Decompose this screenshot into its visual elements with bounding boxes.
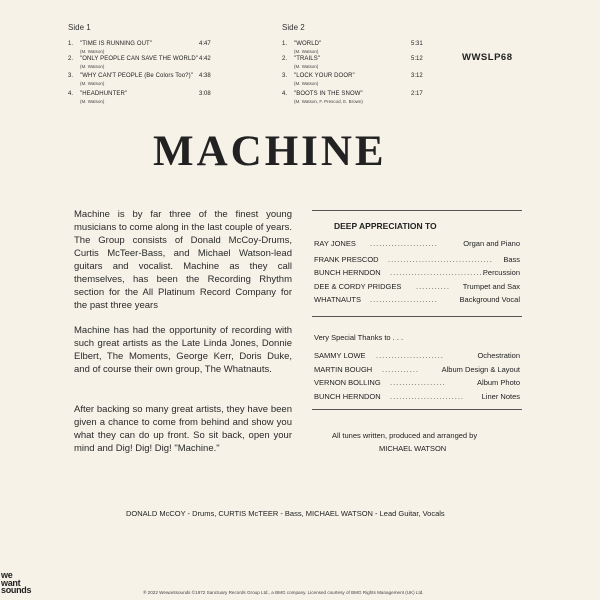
track-number: 1. bbox=[282, 41, 288, 47]
track-title: "TIME IS RUNNING OUT" bbox=[80, 41, 153, 47]
credit-role: Album Photo bbox=[477, 378, 520, 387]
credit-name: FRANK PRESCOD bbox=[314, 255, 379, 264]
credit-role: Background Vocal bbox=[459, 295, 520, 304]
track-title: "WHY CAN'T PEOPLE (Be Colors Too?)" bbox=[80, 73, 193, 79]
credit-dots: ................................ bbox=[390, 268, 489, 277]
thanks-row bbox=[314, 378, 520, 387]
track-number: 2. bbox=[282, 56, 288, 62]
track-title: "TRAILS" bbox=[294, 56, 321, 62]
logo-line: we bbox=[1, 570, 13, 580]
we-want-sounds-logo bbox=[1, 572, 39, 595]
divider-top bbox=[312, 210, 522, 211]
credit-dots: ........................ bbox=[390, 392, 465, 401]
credit-role: Organ and Piano bbox=[463, 239, 520, 248]
track-credit: (M. Watson, F. Prescod, E. Brown) bbox=[294, 99, 363, 104]
track-credit: (M. Watson) bbox=[294, 49, 319, 54]
track-duration: 3:08 bbox=[199, 91, 211, 97]
tunes-credit-line: All tunes written, produced and arranged by bbox=[332, 431, 478, 440]
credit-dots: .................. bbox=[390, 378, 446, 387]
track-number: 1. bbox=[68, 41, 74, 47]
catalog-number: WWSLP68 bbox=[462, 52, 513, 63]
track-title: "ONLY PEOPLE CAN SAVE THE WORLD" bbox=[80, 56, 199, 62]
track-number: 4. bbox=[282, 91, 288, 97]
appreciation-row bbox=[314, 255, 520, 264]
track-number: 3. bbox=[68, 73, 74, 79]
track-duration: 4:38 bbox=[199, 73, 211, 79]
credit-role: Ochestration bbox=[477, 351, 520, 360]
track-duration: 2:17 bbox=[411, 91, 423, 97]
credit-dots: .................................. bbox=[388, 255, 493, 264]
track-number: 3. bbox=[282, 73, 288, 79]
credit-name: BUNCH HERNDON bbox=[314, 268, 381, 277]
credit-name: WHATNAUTS bbox=[314, 295, 361, 304]
credit-dots: ...................... bbox=[376, 351, 444, 360]
copyright-notice: ® 2022 Wewantsounds ©1972 Sanctuary Records Group Ltd., a BMG company. Licensed courtesy of BMG Rights Management (UK) Ltd. bbox=[143, 590, 424, 595]
logo-line: want bbox=[1, 577, 21, 588]
credit-role: Trumpet and Sax bbox=[462, 282, 520, 291]
appreciation-heading: DEEP APPRECIATION TO bbox=[334, 221, 437, 231]
credit-name: RAY JONES bbox=[314, 239, 356, 248]
liner-notes-paragraph-1: Machine is by far three of the finest young musicians to come along in the last couple of years. The Group consists of Donald McCoy-Drums, Curtis McTeer-Bass, and Michael Watson-lead guitars and vocalist. Machine as they call themselves, has been the Recording Rhythm section for the All Platinum Record Company for the past three years bbox=[74, 209, 292, 311]
credit-name: DEE & CORDY PRIDGES bbox=[314, 282, 402, 291]
track-duration: 5:31 bbox=[411, 41, 423, 47]
thanks-row bbox=[314, 351, 520, 360]
track-title: "WORLD" bbox=[294, 41, 322, 47]
track-number: 2. bbox=[68, 56, 74, 62]
credit-role: Bass bbox=[503, 255, 520, 264]
side-2-tracklist bbox=[282, 41, 428, 111]
credit-name: VERNON BOLLING bbox=[314, 378, 381, 387]
credit-name: SAMMY LOWE bbox=[314, 351, 366, 360]
credit-dots: ...................... bbox=[370, 239, 438, 248]
liner-notes-paragraph-2: Machine has had the opportunity of recording with such great artists as the Late Linda Jones, Donnie Elbert, The Moments, George Kerr, Doris Duke, and of course their own group, The Whatnauts. bbox=[74, 325, 292, 375]
side-2-label: Side 2 bbox=[282, 23, 305, 32]
liner-notes-paragraph-3: After backing so many great artists, they have been given a chance to come from behind and show you what they can do up front. So sit back, open your mind and Dig! Dig! Dig! "Machine." bbox=[74, 404, 292, 454]
track-credit: (M. Watson) bbox=[80, 64, 105, 69]
side-1-tracklist bbox=[68, 41, 214, 111]
tunes-credit-name: MICHAEL WATSON bbox=[379, 444, 447, 453]
track-duration: 3:12 bbox=[411, 73, 423, 79]
track-title: "BOOTS IN THE SNOW" bbox=[294, 91, 363, 97]
track-credit: (M. Watson) bbox=[80, 49, 105, 54]
credit-dots: ...................... bbox=[370, 295, 438, 304]
credit-dots: ............ bbox=[382, 365, 420, 374]
appreciation-row bbox=[314, 239, 520, 248]
appreciation-row bbox=[314, 268, 520, 277]
logo-line: sounds bbox=[1, 585, 32, 595]
track-number: 4. bbox=[68, 91, 74, 97]
track-title: "HEADHUNTER" bbox=[80, 91, 128, 97]
divider-middle bbox=[312, 316, 522, 317]
album-title: MACHINE bbox=[153, 128, 387, 175]
appreciation-row bbox=[314, 295, 520, 304]
members-line: DONALD McCOY - Drums, CURTIS McTEER - Bass, MICHAEL WATSON - Lead Guitar, Vocals bbox=[126, 509, 445, 518]
divider-bottom bbox=[312, 409, 522, 410]
thanks-heading: Very Special Thanks to . . . bbox=[314, 333, 404, 342]
track-credit: (M. Watson) bbox=[80, 81, 105, 86]
thanks-row bbox=[314, 392, 520, 401]
credit-name: BUNCH HERNDON bbox=[314, 392, 381, 401]
credit-dots: ........... bbox=[416, 282, 450, 291]
credit-role: Percussion bbox=[482, 268, 520, 277]
appreciation-row bbox=[314, 282, 520, 291]
track-duration: 5:12 bbox=[411, 56, 423, 62]
track-credit: (M. Watson) bbox=[294, 64, 319, 69]
credit-role: Liner Notes bbox=[481, 392, 520, 401]
track-credit: (M. Watson) bbox=[80, 99, 105, 104]
credit-role: Album Design & Layout bbox=[441, 365, 520, 374]
thanks-row bbox=[314, 365, 520, 374]
side-1-label: Side 1 bbox=[68, 23, 91, 32]
track-duration: 4:42 bbox=[199, 56, 211, 62]
track-credit: (M. Watson) bbox=[294, 81, 319, 86]
credit-name: MARTIN BOUGH bbox=[314, 365, 373, 374]
track-duration: 4:47 bbox=[199, 41, 211, 47]
track-title: "LOCK YOUR DOOR" bbox=[294, 73, 355, 79]
